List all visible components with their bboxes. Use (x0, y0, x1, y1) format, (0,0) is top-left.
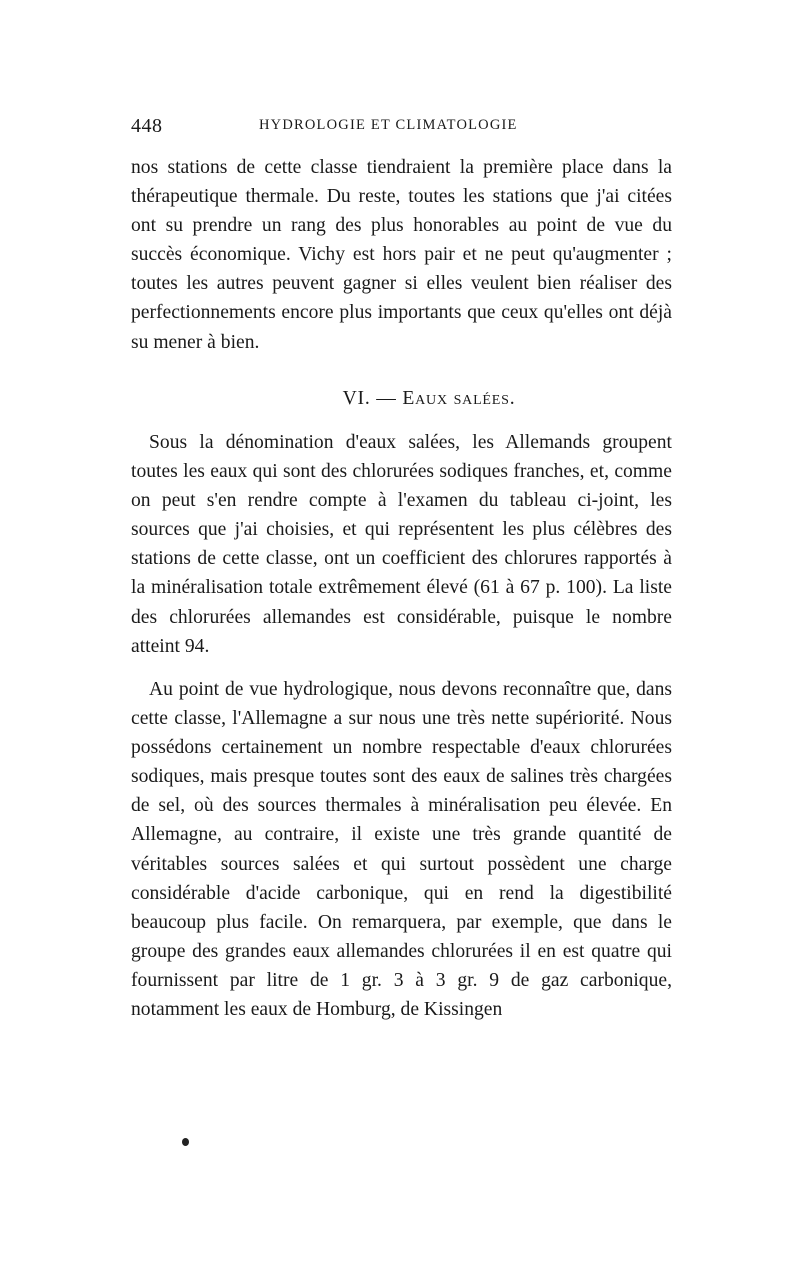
paragraph-hydrological-view: Au point de vue hydrologique, nous devons reconnaître que, dans cette classe, l'Allemagne a sur nous une très nette supériorité. Nous possédons certainement un nombre respectable d'eaux chlorurées sodiques, mais presque toutes sont des eaux de salines très chargées de sel, où des sources thermales à minéralisation peu élevée. En Allemagne, au contraire, il existe une très grande quantité de véritables sources salées et qui surtout possèdent une charge considérable d'acide carbonique, qui en rend la digestibilité beaucoup plus facile. On remarquera, par exemple, que dans le groupe des grandes eaux allemandes chlorurées il en est quatre qui fournissent par litre de 1 gr. 3 à 3 gr. 9 de gaz carbonique, notamment les eaux de Homburg, de Kissingen (131, 679, 672, 1021)
section-heading (0, 388, 800, 410)
paragraph-continuation: nos stations de cette classe tiendraient la première place dans la thérapeutique thermale. Du reste, toutes les stations que j'ai citées ont su prendre un rang des plus honorables au point de vue du succès économique. Vichy est hors pair et ne peut qu'augmenter ; toutes les autres peuvent gagner si elles veulent bien réaliser des perfectionnements encore plus importants que ceux qu'elles ont déjà su mener à bien. (131, 157, 672, 353)
section-dash: — (376, 388, 397, 409)
running-head-title: HYDROLOGIE ET CLIMATOLOGIE (259, 117, 518, 133)
running-head (131, 115, 676, 141)
page-number: 448 (131, 115, 163, 137)
section-number: VI. (342, 388, 371, 409)
paragraph-eaux-salees-intro: Sous la dénomination d'eaux salées, les Allemands groupent toutes les eaux qui sont des chlorurées sodiques franches, et, comme on peut s'en rendre compte à l'examen du tableau ci-joint, les sources que j'ai choisies, et qui représentent les plus célèbres des stations de cette classe, ont un coefficient des chlorures rapportés à la minéralisation totale extrêmement élevé (61 à 67 p. 100). La liste des chlorurées allemandes est considérable, puisque le nombre atteint 94. (131, 432, 672, 657)
ink-speck (182, 1138, 189, 1146)
section-title: Eaux salées. (402, 388, 516, 409)
